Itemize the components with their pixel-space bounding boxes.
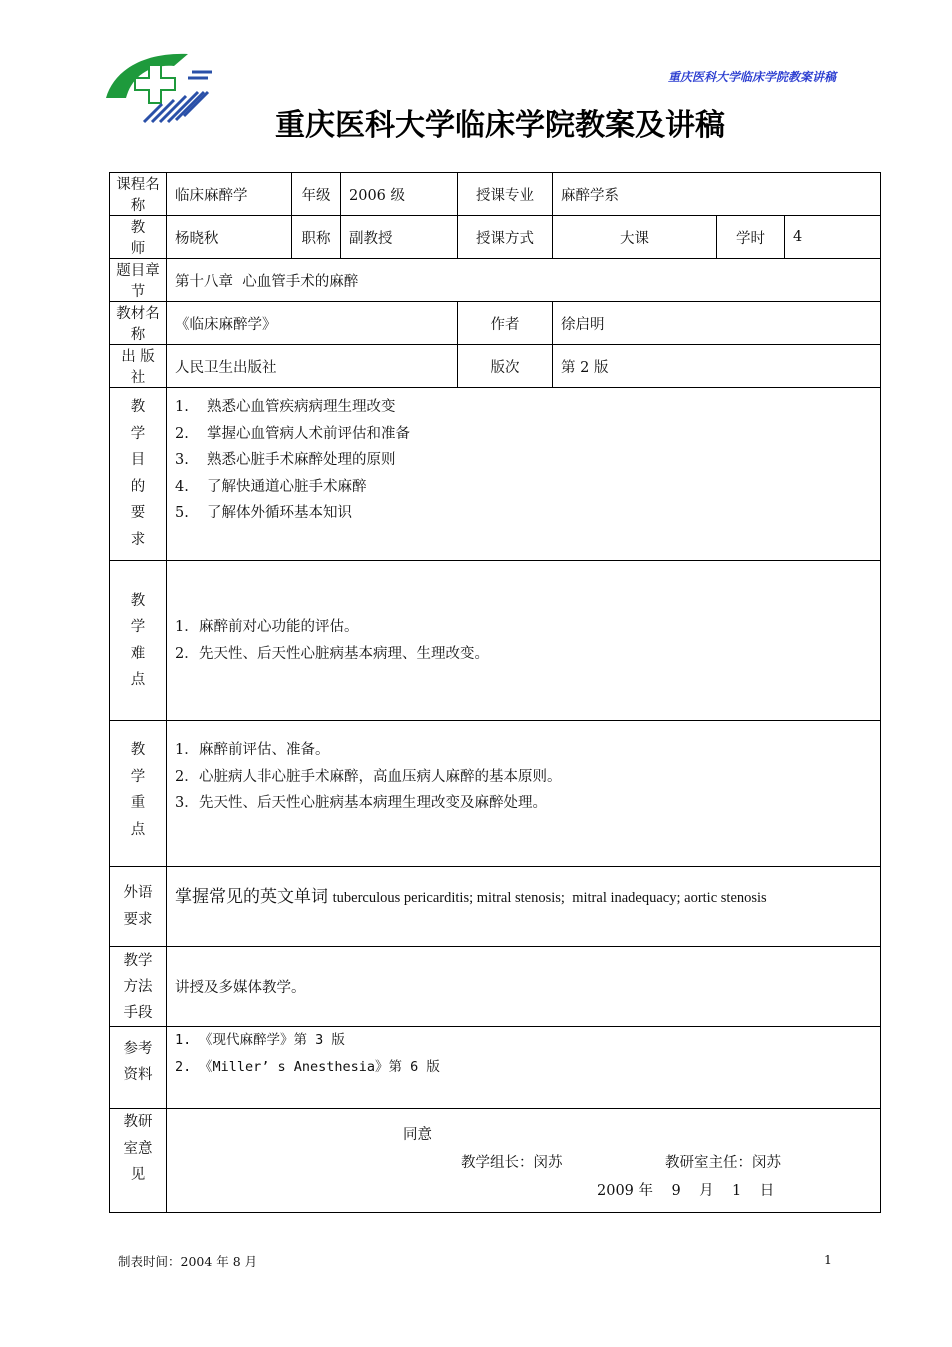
grade-value: 2006 级	[341, 173, 458, 216]
edition-label: 版次	[458, 345, 553, 388]
foreign-label: 外语 要求	[110, 867, 167, 947]
author-value: 徐启明	[553, 302, 881, 345]
list-item: 3. 熟悉心脏手术麻醉处理的原则	[175, 452, 396, 468]
title-value: 副教授	[341, 216, 458, 259]
method-label: 授课方式	[458, 216, 553, 259]
list-item: 2．先天性、后天性心脏病基本病理、生理改变。	[175, 645, 489, 662]
course-name-value: 临床麻醉学	[167, 173, 292, 216]
group-leader-signature: 教学组长：闵苏	[461, 1155, 563, 1171]
methods-label: 教学 方法 手段	[110, 947, 167, 1027]
author-label: 作者	[458, 302, 553, 345]
list-item: 1. 《现代麻醉学》第 3 版	[175, 1032, 345, 1048]
teacher-label: 教 师	[110, 216, 167, 259]
opinion-label: 教研 室意 见	[110, 1109, 167, 1213]
logo-green-leaf	[106, 54, 188, 98]
references-content	[167, 1027, 881, 1109]
publisher-value: 人民卫生出版社	[167, 345, 458, 388]
row-foreign	[110, 867, 881, 947]
hours-label: 学时	[717, 216, 785, 259]
objectives-label: 教 学 目 的 要 求	[110, 388, 167, 561]
list-item: 2. 《Miller’ s Anesthesia》第 6 版	[175, 1058, 440, 1075]
methods-value: 讲授及多媒体教学。	[167, 947, 881, 1027]
difficulties-label: 教 学 难 点	[110, 561, 167, 721]
title-label: 职称	[292, 216, 341, 259]
chapter-value: 第十八章 心血管手术的麻醉	[167, 259, 881, 302]
list-item: 4. 了解快通道心脏手术麻醉	[175, 478, 367, 495]
textbook-label: 教材名称	[110, 302, 167, 345]
foreign-words: tuberculous pericarditis; mitral stenosis; mitral inadequacy; aortic stenosis	[332, 890, 767, 906]
references-label: 参考 资料	[110, 1027, 167, 1109]
foreign-prefix: 掌握常见的英文单词	[175, 887, 328, 907]
edition-value: 第 2 版	[553, 345, 881, 388]
list-item: 3．先天性、后天性心脏病基本病理生理改变及麻醉处理。	[175, 795, 547, 811]
row-teacher	[110, 216, 881, 259]
course-name-label: 课程名称	[110, 173, 167, 216]
teacher-value: 杨晓秋	[167, 216, 292, 259]
textbook-value: 《临床麻醉学》	[167, 302, 458, 345]
foreign-content	[167, 867, 881, 947]
list-item: 2．心脏病人非心脏手术麻醉，高血压病人麻醉的基本原则。	[175, 768, 562, 785]
keypoints-label: 教 学 重 点	[110, 721, 167, 867]
major-value: 麻醉学系	[553, 173, 881, 216]
method-value: 大课	[553, 216, 717, 259]
grade-label: 年级	[292, 173, 341, 216]
director-signature: 教研室主任：闵苏	[665, 1155, 781, 1171]
list-item: 1．麻醉前评估、准备。	[175, 742, 330, 758]
page-number: 1	[824, 1252, 832, 1267]
keypoints-content	[167, 721, 881, 867]
row-objectives	[110, 388, 881, 561]
difficulties-content	[167, 561, 881, 721]
page-title: 重庆医科大学临床学院教案及讲稿	[275, 108, 725, 143]
list-item: 2. 掌握心血管病人术前评估和准备	[175, 425, 410, 442]
row-textbook	[110, 302, 881, 345]
row-difficulties	[110, 561, 881, 721]
footer-made-date: 制表时间：2004 年 8 月	[118, 1254, 258, 1269]
opinion-content	[167, 1109, 881, 1213]
objectives-content	[167, 388, 881, 561]
header-tag: 重庆医科大学临床学院教案讲稿	[667, 70, 836, 84]
opinion-date: 2009 年 9 月 1 日	[597, 1183, 775, 1199]
opinion-agree: 同意	[403, 1127, 432, 1143]
row-references	[110, 1027, 881, 1109]
hours-value: 4	[785, 216, 881, 259]
list-item: 1. 熟悉心血管疾病病理生理改变	[175, 399, 396, 415]
list-item: 5. 了解体外循环基本知识	[175, 505, 352, 521]
major-label: 授课专业	[458, 173, 553, 216]
publisher-label: 出 版 社	[110, 345, 167, 388]
chapter-label: 题目章节	[110, 259, 167, 302]
row-keypoints	[110, 721, 881, 867]
row-opinion	[110, 1109, 881, 1213]
list-item: 1．麻醉前对心功能的评估。	[175, 619, 359, 635]
row-publisher	[110, 345, 881, 388]
row-chapter	[110, 259, 881, 302]
row-course	[110, 173, 881, 216]
lesson-plan-table	[109, 172, 881, 1213]
row-methods	[110, 947, 881, 1027]
